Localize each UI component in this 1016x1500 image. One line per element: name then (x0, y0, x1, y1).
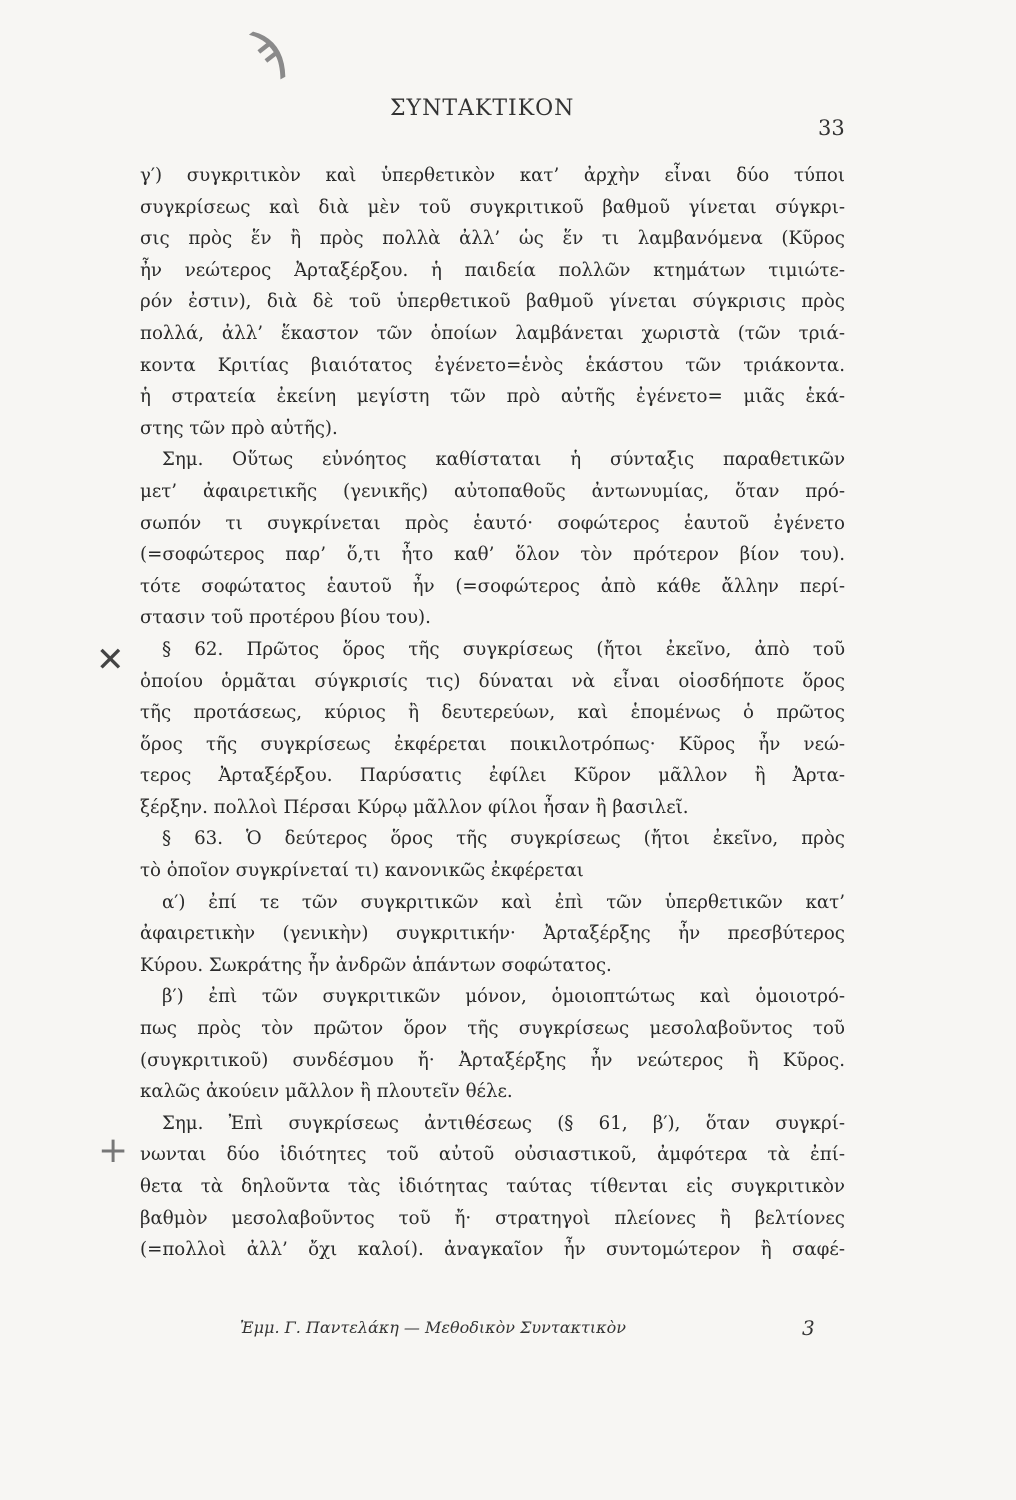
text-line: πως πρὸς τὸν πρῶτον ὅρον τῆς συγκρίσεως μεσολαβοῦντος τοῦ (140, 1018, 845, 1040)
text-line: σωπόν τι συγκρίνεται πρὸς ἑαυτό· σοφώτερος ἑαυτοῦ ἐγένετο (140, 512, 845, 534)
handwritten-annotation: ϡ (243, 16, 289, 87)
text-line: σις πρὸς ἕν ἢ πρὸς πολλὰ ἀλλ’ ὡς ἕν τι λαμβανόμενα (Κῦρος (140, 228, 845, 250)
text-line: ὁποίου ὁρμᾶται σύγκρισίς τις) δύναται νὰ εἶναι οἱοσδήποτε ὅρος (140, 670, 845, 692)
text-line: τότε σοφώτατος ἑαυτοῦ ἦν (=σοφώτερος ἀπὸ κάθε ἄλλην περί- (140, 575, 845, 597)
text-line: § 63. Ὁ δεύτερος ὅρος τῆς συγκρίσεως (ἤτοι ἐκεῖνο, πρὸς (162, 828, 845, 850)
text-line: νωνται δύο ἰδιότητες τοῦ αὐτοῦ οὐσιαστικοῦ, ἀμφότερα τὰ ἐπί- (140, 1144, 845, 1166)
body-text (140, 160, 845, 1266)
text-line: τερος Ἀρταξέρξου. Παρύσατις ἐφίλει Κῦρον μᾶλλον ἢ Ἀρτα- (140, 765, 845, 787)
margin-cross-mark: ✕ (96, 640, 125, 680)
text-line: τῆς προτάσεως, κύριος ἢ δευτερεύων, καὶ ἑπομένως ὁ πρῶτος (140, 702, 845, 724)
text-line: ἀφαιρετικὴν (γενικὴν) συγκριτικήν· Ἀρταξέρξης ἦν πρεσβύτερος (140, 923, 845, 945)
text-line: ὅρος τῆς συγκρίσεως ἐκφέρεται ποικιλοτρόπως· Κῦρος ἦν νεώ- (140, 733, 845, 755)
signature-mark: 3 (802, 1316, 815, 1340)
text-line: ρόν ἐστιν), διὰ δὲ τοῦ ὑπερθετικοῦ βαθμοῦ γίνεται σύγκρισις πρὸς (140, 291, 845, 313)
text-line: ξέρξην. πολλοὶ Πέρσαι Κύρῳ μᾶλλον φίλοι ἦσαν ἢ βασιλεῖ. (140, 796, 689, 818)
text-line: (=πολλοὶ ἀλλ’ ὄχι καλοί). ἀναγκαῖον ἦν συντομώτερον ἢ σαφέ- (140, 1239, 845, 1261)
text-line: β′) ἐπὶ τῶν συγκριτικῶν μόνον, ὁμοιοπτώτως καὶ ὁμοιοτρό- (162, 986, 845, 1008)
text-line: τὸ ὁποῖον συγκρίνεταί τι) κανονικῶς ἐκφέρεται (140, 860, 584, 882)
text-line: γ′) συγκριτικὸν καὶ ὑπερθετικὸν κατ’ ἀρχὴν εἶναι δύο τύποι (140, 165, 845, 186)
text-line: μετ’ ἀφαιρετικῆς (γενικῆς) αὐτοπαθοῦς ἀντωνυμίας, ὅταν πρό- (140, 480, 845, 502)
text-line: καλῶς ἀκούειν μᾶλλον ἢ πλουτεῖν θέλε. (140, 1081, 513, 1103)
page-number: 33 (818, 116, 845, 140)
text-line: βαθμὸν μεσολαβοῦντος τοῦ ἤ· στρατηγοὶ πλείονες ἢ βελτίονες (140, 1207, 845, 1229)
text-line: στασιν τοῦ προτέρου βίου του). (140, 607, 431, 629)
text-line: § 62. Πρῶτος ὅρος τῆς συγκρίσεως (ἤτοι ἐκεῖνο, ἀπὸ τοῦ (162, 638, 845, 660)
text-line: κοντα Κριτίας βιαιότατος ἐγένετο=ἑνὸς ἑκάστου τῶν τριάκοντα. (140, 354, 845, 376)
text-line: ἦν νεώτερος Ἀρταξέρξου. ἡ παιδεία πολλῶν κτημάτων τιμιώτε- (140, 259, 845, 281)
text-line: θετα τὰ δηλοῦντα τὰς ἰδιότητας ταύτας τίθενται εἰς συγκριτικὸν (140, 1176, 845, 1197)
text-line: Σημ. Ἐπὶ συγκρίσεως ἀντιθέσεως (§ 61, β′), ὅταν συγκρί- (162, 1112, 845, 1134)
text-line: ἡ στρατεία ἐκείνη μεγίστη τῶν πρὸ αὐτῆς ἐγένετο= μιᾶς ἑκά- (140, 386, 845, 408)
running-head: ΣΥΝΤΑΚΤΙΚΟΝ (390, 96, 575, 121)
text-line: (=σοφώτερος παρ’ ὅ,τι ἦτο καθ’ ὅλον τὸν πρότερον βίον του). (140, 544, 845, 566)
footer-credit: Ἐμμ. Γ. Παντελάκη — Μεθοδικὸν Συντακτικὸν (240, 1318, 626, 1337)
text-line: στης τῶν πρὸ αὐτῆς). (140, 417, 338, 439)
text-line: Κύρου. Σωκράτης ἦν ἀνδρῶν ἁπάντων σοφώτατος. (140, 954, 612, 976)
margin-plus-mark: + (98, 1130, 129, 1171)
text-line: Σημ. Οὕτως εὐνόητος καθίσταται ἡ σύνταξις παραθετικῶν (162, 449, 845, 471)
text-line: α′) ἐπί τε τῶν συγκριτικῶν καὶ ἐπὶ τῶν ὑπερθετικῶν κατ’ (162, 891, 845, 913)
text-line: (συγκριτικοῦ) συνδέσμου ἤ· Ἀρταξέρξης ἦν νεώτερος ἢ Κῦρος. (140, 1049, 845, 1071)
text-line: συγκρίσεως καὶ διὰ μὲν τοῦ συγκριτικοῦ βαθμοῦ γίνεται σύγκρι- (140, 196, 845, 218)
text-line: πολλά, ἀλλ’ ἕκαστον τῶν ὁποίων λαμβάνεται χωριστὰ (τῶν τριά- (140, 322, 845, 344)
